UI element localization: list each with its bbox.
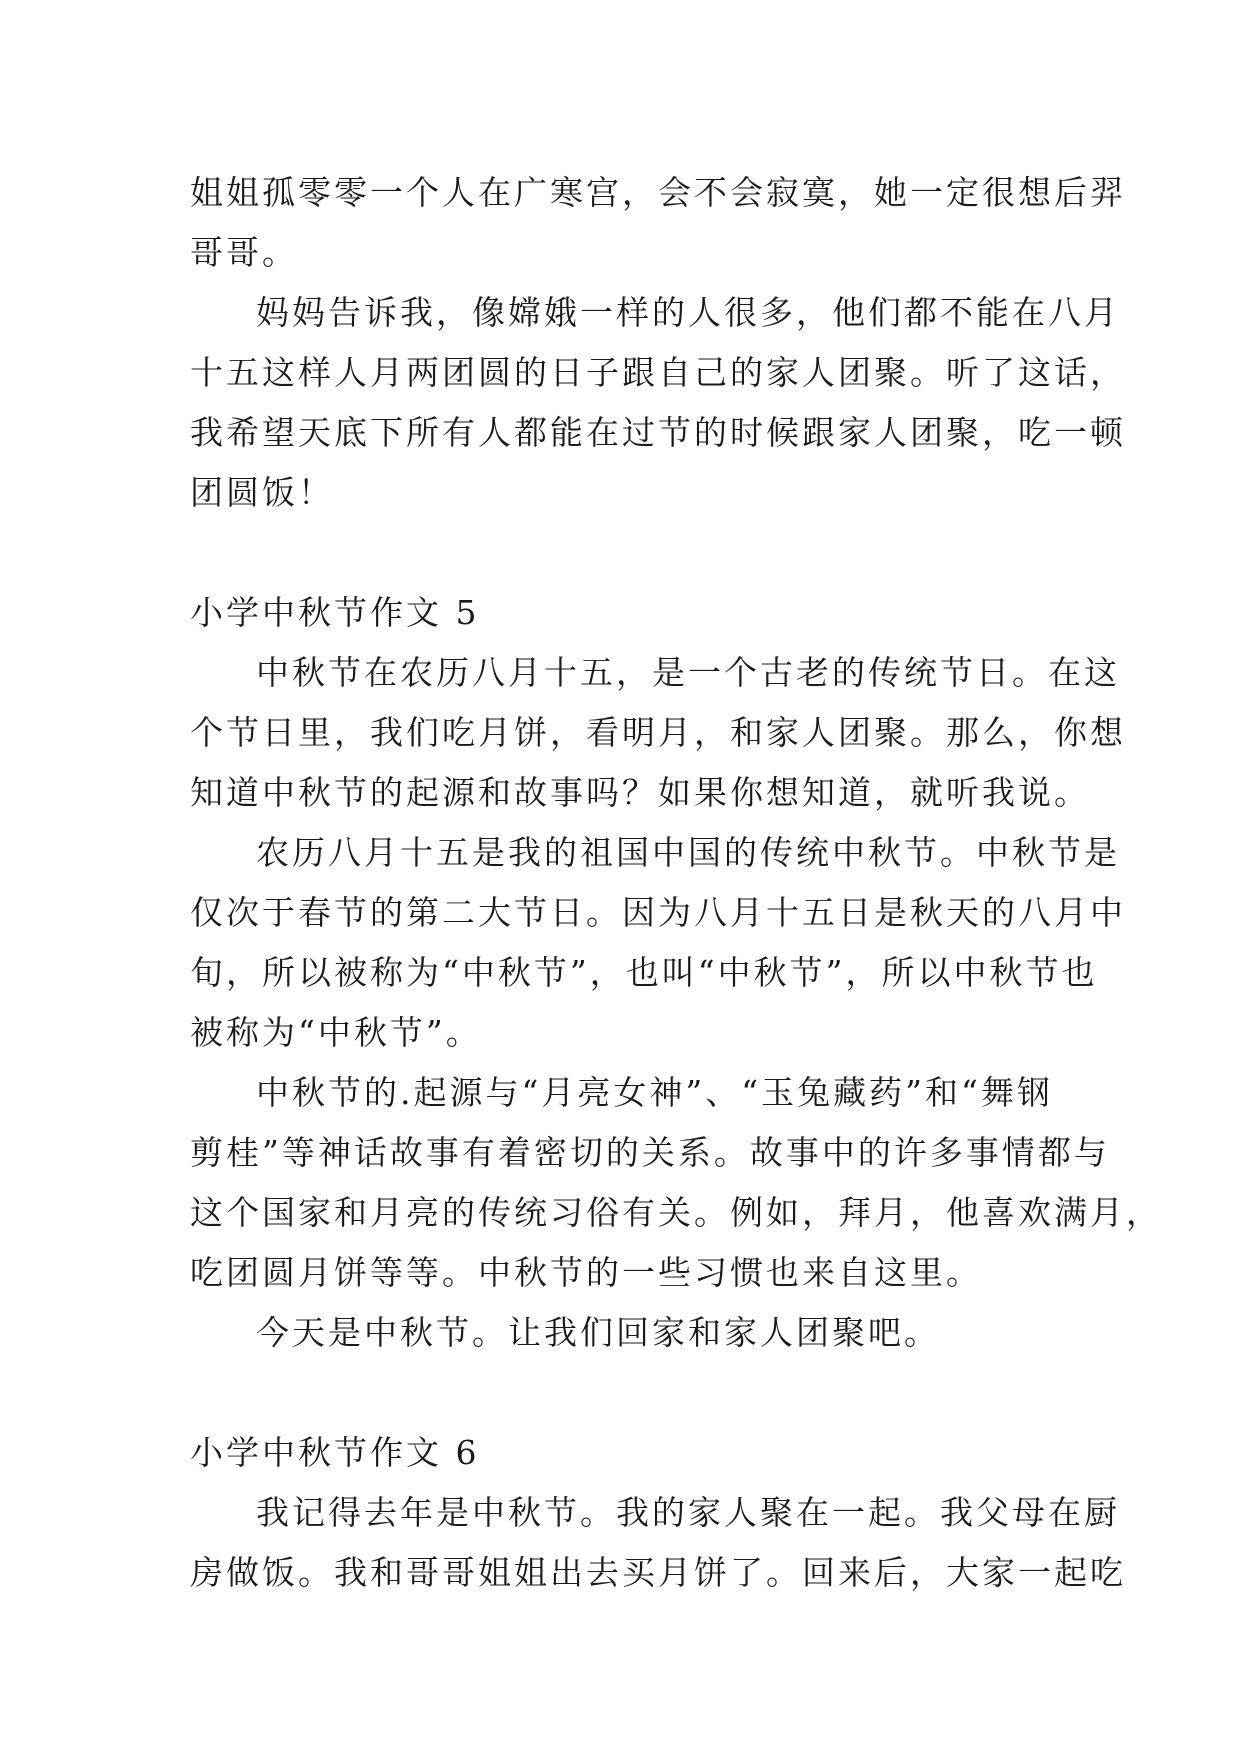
text-line: 知道中秋节的起源和故事吗？如果你想知道，就听我说。	[190, 773, 1090, 812]
text-line: 这个国家和月亮的传统习俗有关。例如，拜月，他喜欢满月，	[190, 1193, 1162, 1232]
essay-5-title: 小学中秋节作文 5	[190, 593, 480, 632]
text-line: 哥哥。	[190, 233, 298, 272]
document-page	[190, 163, 1162, 1603]
text-line: 妈妈告诉我，像嫦娥一样的人很多，他们都不能在八月	[256, 293, 1120, 332]
text-line: 我记得去年是中秋节。我的家人聚在一起。我父母在厨	[256, 1493, 1120, 1532]
text-line: 中秋节在农历八月十五，是一个古老的传统节日。在这	[256, 653, 1120, 692]
text-line: 今天是中秋节。让我们回家和家人团聚吧。	[256, 1313, 940, 1352]
text-line: 旬，所以被称为“中秋节”，也叫“中秋节”，所以中秋节也	[190, 953, 1098, 992]
essay-6-title: 小学中秋节作文 6	[190, 1433, 480, 1472]
text-line: 我希望天底下所有人都能在过节的时候跟家人团聚，吃一顿	[190, 413, 1126, 452]
text-line: 姐姐孤零零一个人在广寒宫，会不会寂寞，她一定很想后羿	[190, 173, 1126, 212]
paragraph-gap	[190, 1363, 1060, 1423]
text-line: 团圆饭！	[190, 473, 334, 512]
text-line: 个节日里，我们吃月饼，看明月，和家人团聚。那么，你想	[190, 713, 1126, 752]
text-line: 房做饭。我和哥哥姐姐出去买月饼了。回来后，大家一起吃	[190, 1553, 1126, 1592]
paragraph-gap	[190, 523, 1060, 583]
text-line: 中秋节的.起源与“月亮女神”、“玉兔藏药”和“舞钢	[256, 1073, 1053, 1112]
text-line: 被称为“中秋节”。	[190, 1013, 482, 1052]
text-line: 剪桂”等神话故事有着密切的关系。故事中的许多事情都与	[190, 1133, 1110, 1172]
text-line: 农历八月十五是我的祖国中国的传统中秋节。中秋节是	[256, 833, 1120, 872]
text-line: 仅次于春节的第二大节日。因为八月十五日是秋天的八月中	[190, 893, 1126, 932]
text-line: 吃团圆月饼等等。中秋节的一些习惯也来自这里。	[190, 1253, 982, 1292]
text-line: 十五这样人月两团圆的日子跟自己的家人团聚。听了这话，	[190, 353, 1126, 392]
